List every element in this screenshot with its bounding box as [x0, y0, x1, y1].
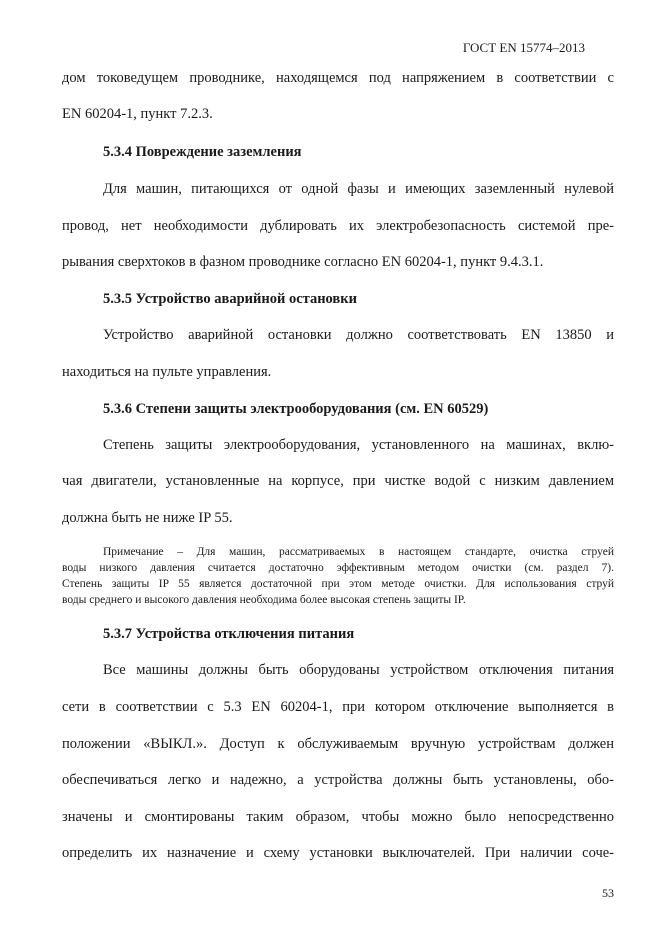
body-text-line: положении «ВЫКЛ.». Доступ к обслуживаемым вручную устройствам должен [62, 736, 614, 752]
body-text-line: рывания сверхтоков в фазном проводнике согласно EN 60204-1, пункт 9.4.3.1. [62, 254, 544, 270]
body-text-line: Устройство аварийной остановки должно соответствовать EN 13850 и [103, 327, 614, 343]
body-text-line: EN 60204-1, пункт 7.2.3. [62, 106, 213, 122]
section-heading-5-3-4: 5.3.4 Повреждение заземления [103, 144, 302, 160]
note-text-line: воды среднего и высокого давления необходима более высокая степень защиты IP. [62, 594, 466, 606]
body-text-line: сети в соответствии с 5.3 EN 60204-1, при котором отключение выполняется в [62, 699, 614, 715]
body-text-line: находиться на пульте управления. [62, 364, 272, 380]
page-number: 53 [602, 886, 614, 900]
note-text-line: воды низкого давления считается достаточно эффективным методом очистки (см. раздел 7). [62, 562, 614, 574]
note-text-line: Примечание – Для машин, рассматриваемых в настоящем стандарте, очистка струей [103, 546, 614, 558]
body-text-line: Степень защиты электрооборудования, установленного на машинах, вклю- [103, 437, 614, 453]
body-text-line: обеспечиваться легко и надежно, а устройства должны быть установлены, обо- [62, 772, 614, 788]
body-text-line: значены и смонтированы таким образом, чтобы можно было непосредственно [62, 809, 614, 825]
body-text-line: должна быть не ниже IP 55. [62, 510, 233, 526]
body-text-line: Все машины должны быть оборудованы устройством отключения питания [103, 662, 614, 678]
note-text-line: Степень защиты IP 55 является достаточной при этом методе очистки. Для использования струй [62, 578, 614, 590]
section-heading-5-3-7: 5.3.7 Устройства отключения питания [103, 626, 355, 642]
body-text-line: провод, нет необходимости дублировать их электробезопасность системой пре- [62, 218, 614, 234]
body-text-line: дом токоведущем проводнике, находящемся под напряжением в соответствии с [62, 70, 614, 86]
body-text-line: определить их назначение и схему установки выключателей. При наличии соче- [62, 845, 614, 861]
body-text-line: чая двигатели, установленные на корпусе, при чистке водой с низким давлением [62, 473, 614, 489]
section-heading-5-3-5: 5.3.5 Устройство аварийной остановки [103, 291, 357, 307]
body-text-line: Для машин, питающихся от одной фазы и имеющих заземленный нулевой [103, 181, 614, 197]
section-heading-5-3-6: 5.3.6 Степени защиты электрооборудования (см. EN 60529) [103, 401, 489, 417]
document-header: ГОСТ EN 15774–2013 [462, 40, 585, 55]
